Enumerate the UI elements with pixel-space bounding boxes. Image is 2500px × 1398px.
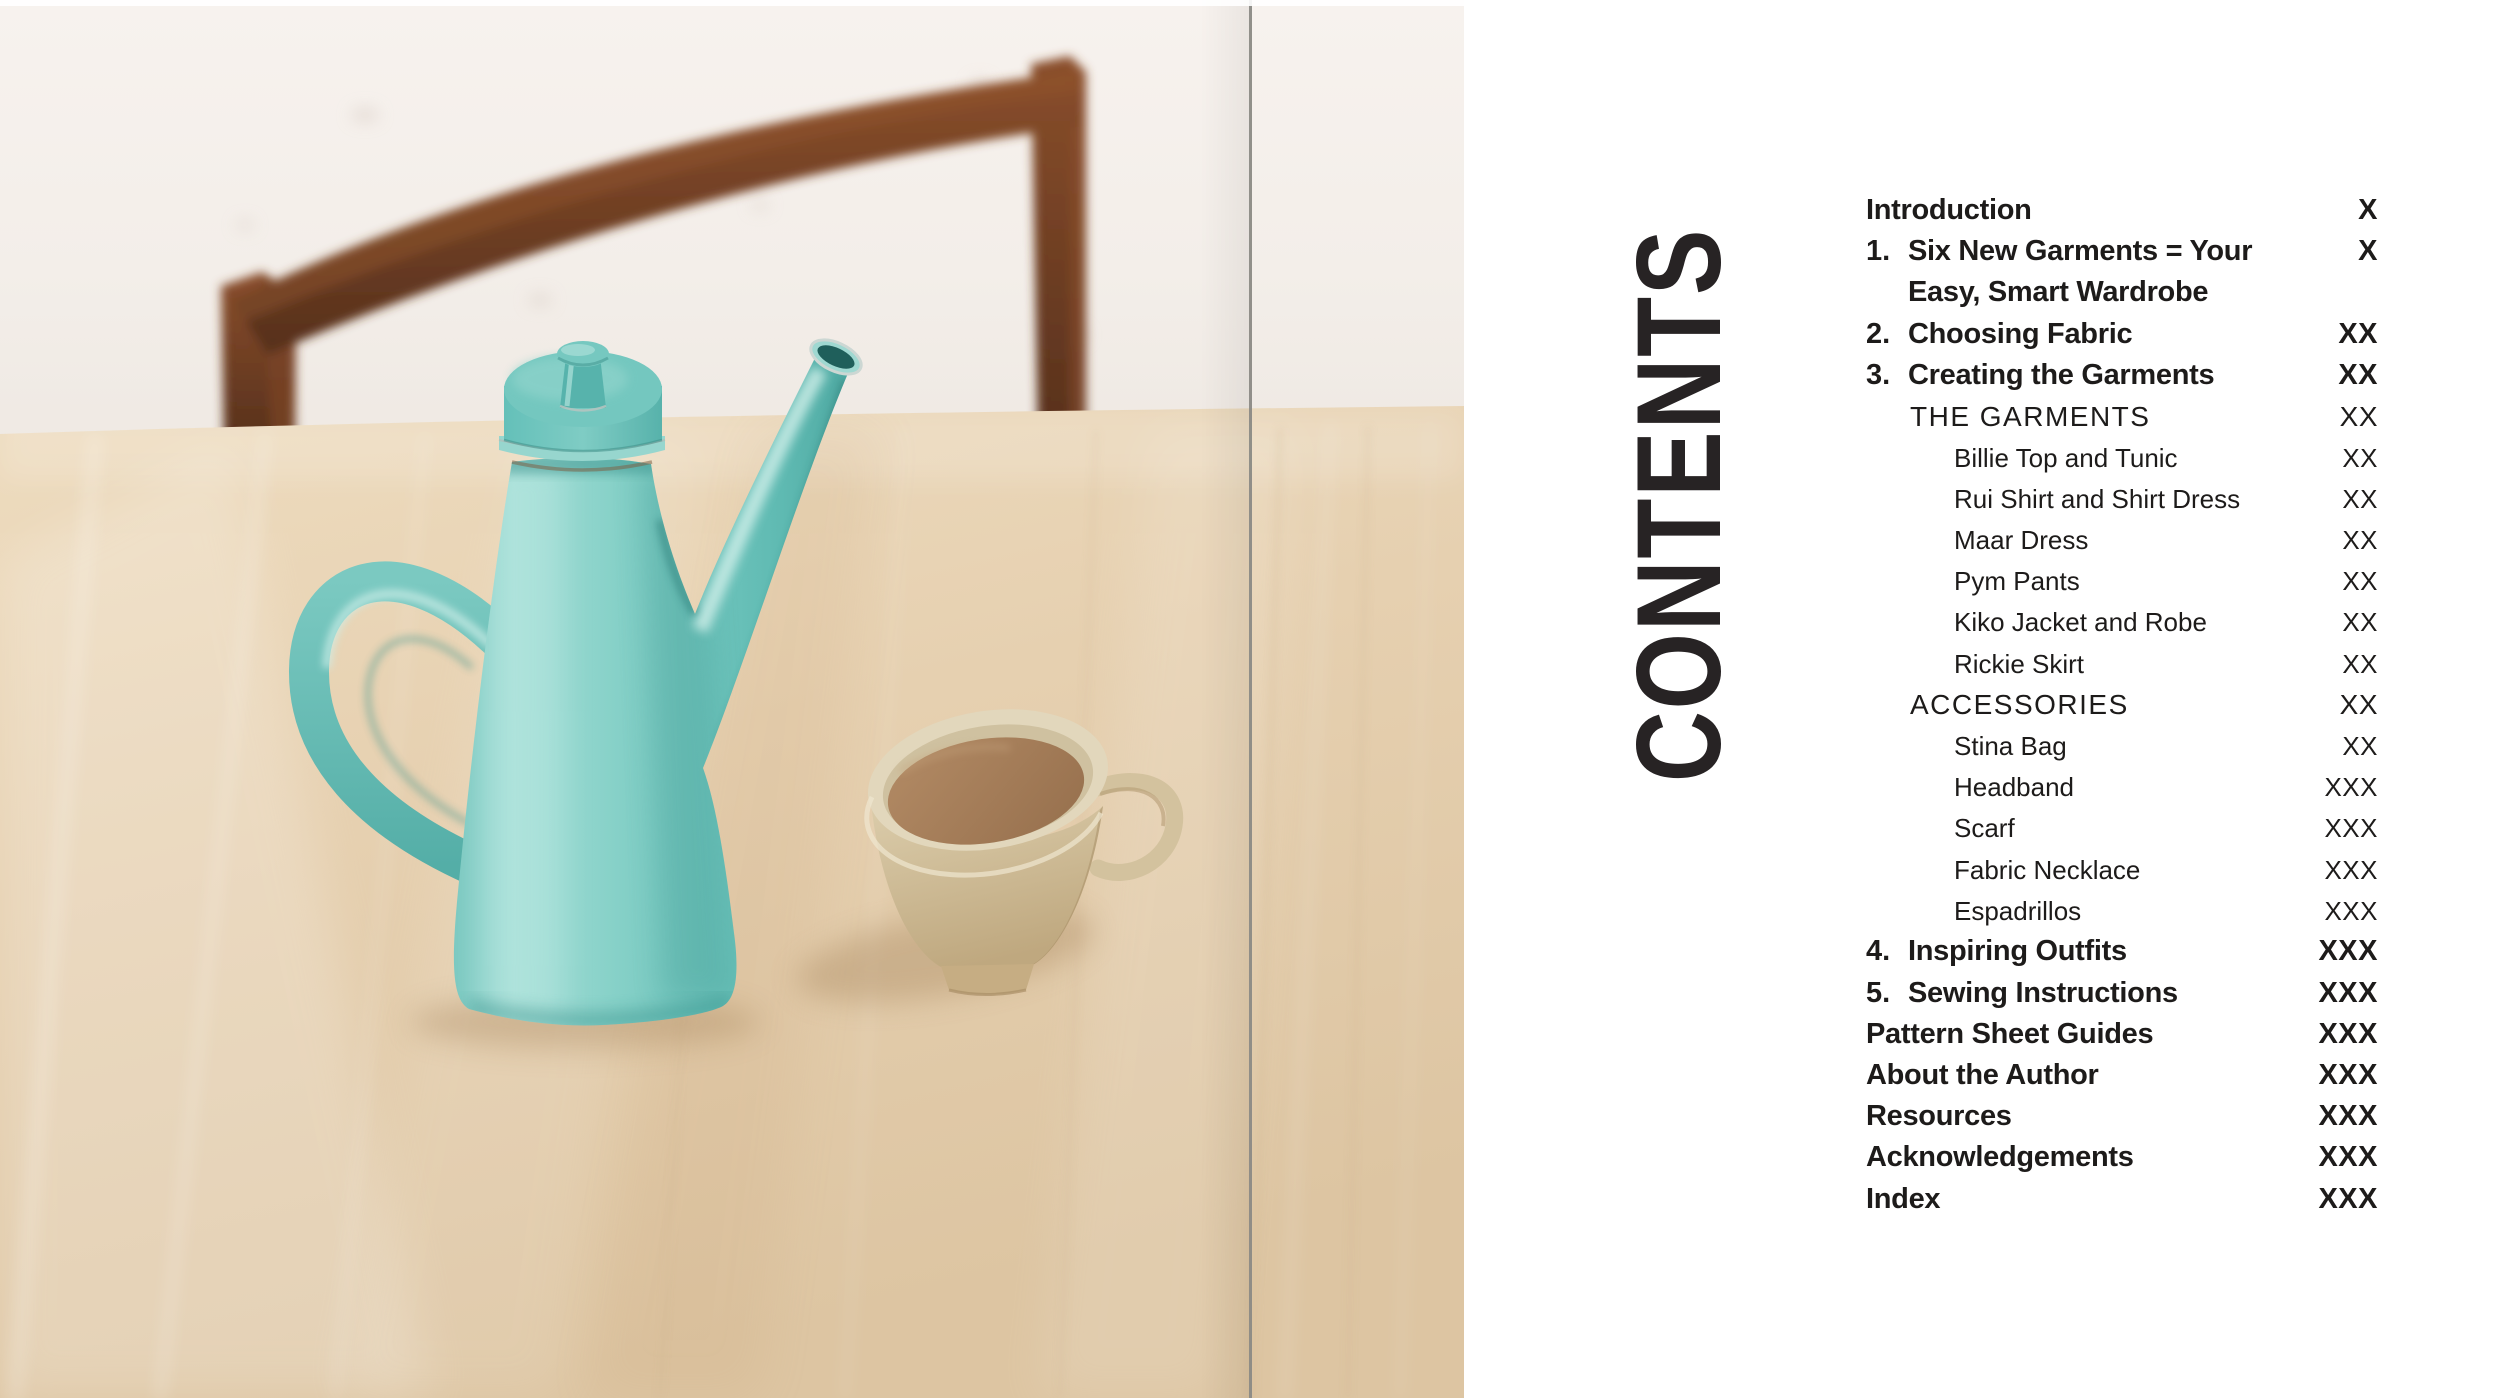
toc-row-page: XXX [2324,895,2378,926]
toc-row-label: Acknowledgements [1866,1141,2134,1174]
toc-row-label: Index [1866,1182,1941,1215]
toc-row [1866,1137,2378,1178]
toc-row-label: Pym Pants [1954,566,2080,597]
toc-row [1866,272,2378,313]
toc-row-label: Scarf [1954,813,2015,844]
toc-row-page: XXX [2324,813,2378,844]
toc-row-label: Billie Top and Tunic [1954,442,2178,473]
toc-row-label: Rui Shirt and Shirt Dress [1954,483,2241,514]
toc-row-page: XXX [2318,1017,2378,1050]
toc-row-page: XX [2338,317,2378,350]
toc-row [1866,231,2378,272]
toc-row-number: 2. [1866,317,1891,350]
toc-row-page: XXX [2318,935,2378,968]
toc-row-number: 4. [1866,935,1891,968]
toc-row-page: XX [2342,525,2378,556]
toc-row [1866,808,2378,849]
toc-row-page: XX [2342,442,2378,473]
toc-row-label: About the Author [1866,1059,2099,1092]
toc-row-page: XX [2342,731,2378,762]
toc-row-number: 1. [1866,235,1891,268]
toc-row-label: Resources [1866,1100,2012,1133]
toc-row-page: XX [2342,607,2378,638]
toc-row-page: X [2358,194,2378,227]
toc-row [1866,684,2378,725]
toc-row [1866,890,2378,931]
pot-lid-knob [557,341,609,411]
contents-title: CONTENTS [1612,227,1746,783]
toc-row [1866,725,2378,766]
toc-row-page: XX [2339,400,2378,432]
toc-list [1866,190,2378,1220]
toc-row-page: XXX [2318,976,2378,1009]
toc-row-page: XX [2342,648,2378,679]
toc-row-label: Sewing Instructions [1908,976,2178,1009]
toc-row [1866,1014,2378,1055]
toc-row-label: Easy, Smart Wardrobe [1908,276,2209,309]
toc-row-page: XX [2342,483,2378,514]
toc-row [1866,973,2378,1014]
toc-row [1866,314,2378,355]
toc-row [1866,767,2378,808]
toc-row [1866,190,2378,231]
toc-row [1866,520,2378,561]
toc-row-label: Choosing Fabric [1908,317,2133,350]
toc-row-page: XX [2339,688,2378,720]
toc-row-label: Pattern Sheet Guides [1866,1017,2154,1050]
toc-row-label: Maar Dress [1954,525,2089,556]
toc-row-page: XXX [2318,1059,2378,1092]
toc-row-page: XXX [2318,1182,2378,1215]
toc-row-label: Kiko Jacket and Robe [1954,607,2207,638]
toc-row [1866,561,2378,602]
toc-row-label: Fabric Necklace [1954,854,2141,885]
toc-row [1866,478,2378,519]
toc-row-page: XXX [2324,772,2378,803]
toc-row [1866,1096,2378,1137]
toc-row-label: THE GARMENTS [1910,400,2151,432]
toc-row-label: Stina Bag [1954,731,2067,762]
toc-row [1866,643,2378,684]
toc-row-page: XXX [2318,1141,2378,1174]
toc-row-number: 5. [1866,976,1891,1009]
toc-row [1866,1179,2378,1220]
toc-row-page: XX [2338,358,2378,391]
toc-row-label: Rickie Skirt [1954,648,2085,679]
toc-row-number: 3. [1866,358,1891,391]
toc-row [1866,437,2378,478]
toc-row-page: XXX [2318,1100,2378,1133]
page-gutter-line [1200,0,1252,1398]
toc-row [1866,602,2378,643]
toc-row-label: Headband [1954,772,2074,803]
toc-row-page: XX [2342,566,2378,597]
toc-row-label: Creating the Garments [1908,358,2215,391]
toc-row [1866,355,2378,396]
toc-row-page: X [2358,235,2378,268]
toc-row [1866,1055,2378,1096]
toc-row-label: Inspiring Outfits [1908,935,2127,968]
toc-row-label: Espadrillos [1954,895,2082,926]
photo-top-margin [0,0,1464,6]
toc-row-label: ACCESSORIES [1910,688,2129,720]
toc-row-page: XXX [2324,854,2378,885]
toc-row-label: Introduction [1866,194,2032,227]
toc-row [1866,931,2378,972]
toc-row [1866,396,2378,437]
toc-row-label: Six New Garments = Your [1908,235,2253,268]
toc-row [1866,849,2378,890]
